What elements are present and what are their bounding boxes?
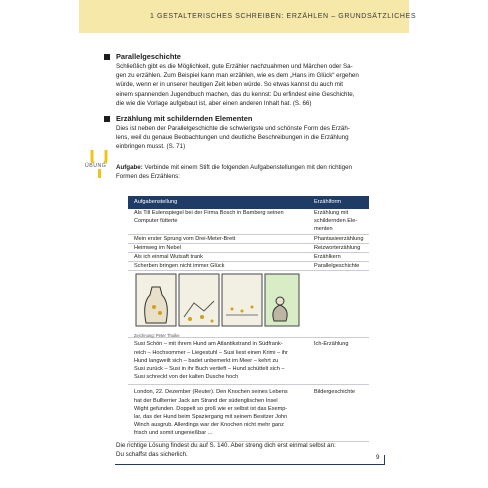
form-cell (308, 209, 369, 234)
task-text (116, 163, 384, 181)
task-label: Aufgabe: (116, 164, 143, 171)
task-line: Formen des Erzählens: (116, 173, 180, 181)
form-cell-empty (308, 271, 369, 338)
text-line: Schließlich gibt es die Möglichkeit, gute Erzähler nachzuahmen und Märchen oder Sa- (116, 63, 353, 70)
picture-cell (128, 271, 308, 338)
square-bullet-icon (104, 54, 110, 60)
task-line-text: Verbinde mit einem Stift die folgenden Aufgabenstellungen mit den richtigen (142, 164, 352, 171)
cell-line: Winch ausgrub. Allerdings war der Knochen nicht mehr ganz (134, 422, 284, 429)
cell-line: Als Till Eulenspiegel bei der Firma Bosch in Bamberg seinen (134, 210, 284, 216)
cell-line: Susi zurück – Susi in ihr Buch vertieft – Hund schüttelt sich – (134, 366, 285, 373)
table-row-picture (128, 271, 369, 338)
form-cell: Ich-Erzählung (308, 338, 369, 385)
paragraph-schildernd (116, 124, 384, 152)
cell-line: London, 22. Dezember (Reuter). Den Knochen seines Lebens (134, 389, 288, 396)
section-title-schildernd (116, 114, 384, 124)
table-row (128, 243, 369, 252)
exercise-table (128, 196, 369, 442)
page-divider (115, 464, 385, 465)
paragraph-parallelgeschichte (116, 62, 384, 108)
footer-line: Die richtige Lösung findest du auf S. 140. Aber streng dich erst einmal selbst an: (116, 442, 336, 449)
column-header: Erzählform (308, 196, 369, 209)
form-cell: Parallelgeschichte (308, 262, 369, 271)
comic-strip-image (134, 273, 302, 329)
square-bullet-icon (104, 116, 110, 122)
text-line: Dies ist neben der Parallelgeschichte die schwierigste und schönste Form des Erzäh- (116, 125, 350, 133)
task-cell (128, 209, 308, 234)
text-line: einbringen musst. (S. 71) (116, 143, 186, 151)
cell-line: menten (314, 226, 333, 233)
picture-caption: Zeichnung: Peter Thulke (134, 332, 180, 338)
table-row (128, 234, 369, 243)
running-header: 1 GESTALTERISCHES SCHREIBEN: ERZÄHLEN – GRUNDSÄTZLICHES (150, 13, 417, 20)
text-line: einem spannenden Jugendbuch machen, das du kennst: Du erfindest eine Geschichte, (116, 90, 355, 98)
solution-hint (116, 441, 386, 459)
task-cell: Scherben bringen nicht immer Glück (128, 262, 308, 271)
task-cell: Als ich einmal Wutsaft trank (128, 253, 308, 262)
text-line: gen zu erzählen. Zum Beispiel kann man erzählen, wie es dem „Hans im Glück“ ergehen (116, 72, 359, 80)
task-cell (128, 385, 308, 441)
cell-line: reich – Hochsommer – Liegestuhl – Susi liest einen Krimi – ihr (134, 349, 288, 356)
table-row (128, 385, 369, 441)
table-row (128, 338, 369, 385)
cell-line: Computer fütterte (134, 218, 178, 225)
page-divider-tick (384, 455, 385, 465)
cell-line: hat der Bullterrier Jack am Strand der südenglischen Insel (134, 397, 278, 404)
table-row (128, 209, 369, 234)
exercise-badge: ÜBUNG (85, 163, 107, 169)
cell-line: Wight gefunden. Doppelt so groß wie er selbst ist das Exemp- (134, 405, 288, 412)
table-row (128, 262, 369, 271)
task-cell: Heimweg im Nebel (128, 243, 308, 252)
cell-line: frisch und somit ungenießbar ... (134, 430, 213, 437)
text-line: die wie die Vorlage aufgebaut ist, aber einen anderen Inhalt hat. (S. 66) (116, 99, 312, 107)
form-cell: Reizworterzählung (308, 243, 369, 252)
table-row (128, 253, 369, 262)
text-line: lens, weil du genaue Beobachtungen und deutliche Beschreibungen in die Erzählung (116, 134, 349, 142)
section-title-parallelgeschichte (116, 52, 384, 62)
picture-story (134, 273, 302, 337)
main-content (116, 52, 384, 158)
text-line: würde, wenn er in unserer heutigen Zeit leben würde. So etwas kannst du auch mit (116, 81, 344, 89)
cell-line: Hund langweilt sich – badet unbemerkt im Meer – kehrt zu (134, 357, 279, 364)
page-number: 9 (376, 454, 380, 461)
task-cell: Mein erster Sprung vom Drei-Meter-Brett (128, 234, 308, 243)
form-cell: Phantasieerzählung (308, 234, 369, 243)
cell-line: Susi Schön – mit ihrem Hund am Atlantikstrand in Südfrank- (134, 341, 283, 348)
task-cell (128, 338, 308, 385)
form-cell: Bildergeschichte (308, 385, 369, 441)
form-cell: Erzählkern (308, 253, 369, 262)
task-line (116, 163, 384, 172)
footer-line: Du schaffst das sicherlich. (116, 451, 188, 459)
section-title-text: Erzählung mit schildernden Elementen (116, 114, 253, 124)
section-title-text: Parallelgeschichte (116, 52, 181, 61)
column-header: Aufgabenstellung (128, 196, 308, 209)
cell-line: schildernden Ele- (314, 218, 358, 225)
table-header-row (128, 196, 369, 209)
cell-line: Erzählung mit (314, 210, 349, 216)
cell-line: Susi schreckt von der kalten Dusche hoch (134, 374, 239, 381)
cell-line: lar, das der Hund beim Spaziergang mit seinem Besitzer John (134, 414, 288, 421)
